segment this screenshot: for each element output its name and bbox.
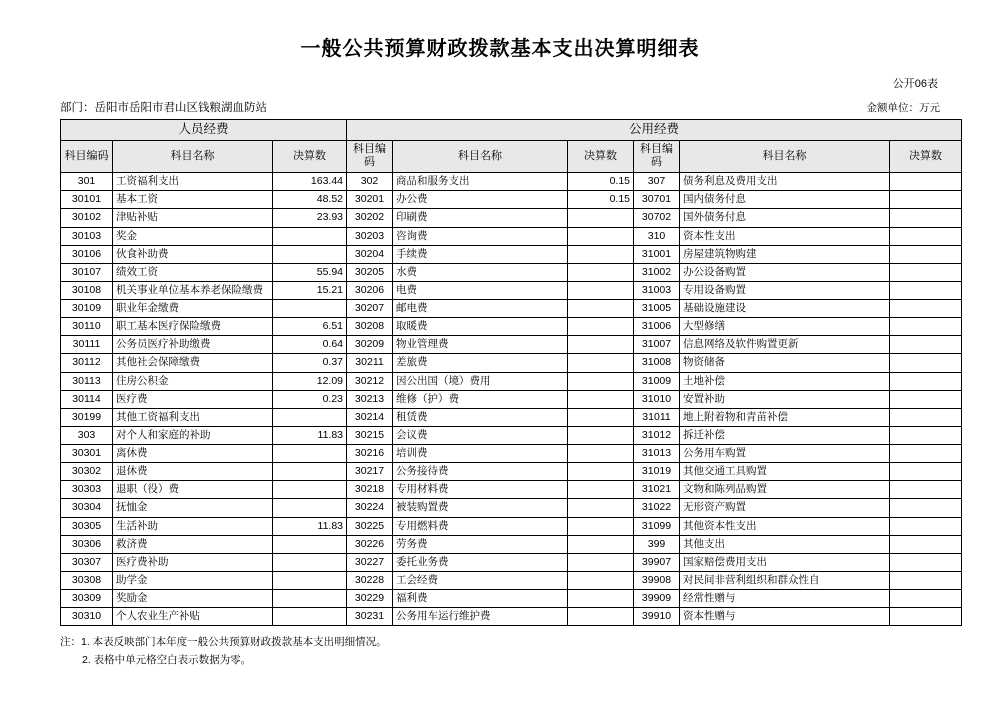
- cell-code-public: 30203: [347, 227, 393, 245]
- cell-amount-personnel: 0.37: [273, 354, 347, 372]
- cell-name-public: 公务接待费: [393, 463, 568, 481]
- cell-amount-personnel: [273, 463, 347, 481]
- col-header-amount-3: 决算数: [890, 140, 962, 173]
- cell-amount-personnel: [273, 590, 347, 608]
- cell-amount-other: [890, 608, 962, 626]
- department-label: 部门：岳阳市岳阳市君山区钱粮湖血防站: [60, 102, 267, 114]
- cell-code-other: 31022: [634, 499, 680, 517]
- cell-code-other: 31007: [634, 336, 680, 354]
- cell-code-other: 30701: [634, 191, 680, 209]
- cell-amount-personnel: [273, 535, 347, 553]
- cell-code-other: 31001: [634, 245, 680, 263]
- cell-code-public: 30206: [347, 281, 393, 299]
- cell-code-other: 39908: [634, 571, 680, 589]
- cell-amount-personnel: [273, 408, 347, 426]
- cell-amount-public: [568, 336, 634, 354]
- cell-name-public: 被装购置费: [393, 499, 568, 517]
- cell-name-public: 维修（护）费: [393, 390, 568, 408]
- cell-amount-public: [568, 553, 634, 571]
- cell-code-other: 31019: [634, 463, 680, 481]
- cell-name-personnel: 津贴补贴: [113, 209, 273, 227]
- cell-amount-public: [568, 354, 634, 372]
- cell-code-other: 399: [634, 535, 680, 553]
- cell-amount-other: [890, 372, 962, 390]
- cell-name-other: 物资储备: [680, 354, 890, 372]
- cell-code-personnel: 30111: [61, 336, 113, 354]
- table-row: [61, 336, 962, 354]
- cell-amount-public: [568, 517, 634, 535]
- cell-amount-personnel: 0.23: [273, 390, 347, 408]
- cell-amount-personnel: 23.93: [273, 209, 347, 227]
- table-row: [61, 318, 962, 336]
- cell-amount-personnel: [273, 571, 347, 589]
- cell-code-personnel: 303: [61, 426, 113, 444]
- cell-name-personnel: 抚恤金: [113, 499, 273, 517]
- cell-amount-other: [890, 354, 962, 372]
- meta-row: [60, 99, 940, 115]
- cell-code-personnel: 30113: [61, 372, 113, 390]
- cell-code-other: 30702: [634, 209, 680, 227]
- cell-amount-public: 0.15: [568, 173, 634, 191]
- cell-code-other: 31005: [634, 300, 680, 318]
- cell-amount-other: [890, 535, 962, 553]
- table-row: [61, 281, 962, 299]
- cell-code-personnel: 30103: [61, 227, 113, 245]
- cell-code-other: 39910: [634, 608, 680, 626]
- cell-amount-personnel: [273, 245, 347, 263]
- cell-code-public: 30205: [347, 263, 393, 281]
- cell-code-public: 30225: [347, 517, 393, 535]
- col-header-name-1: 科目名称: [113, 140, 273, 173]
- cell-amount-other: [890, 408, 962, 426]
- cell-amount-public: [568, 499, 634, 517]
- cell-amount-other: [890, 463, 962, 481]
- cell-amount-public: [568, 481, 634, 499]
- cell-name-public: 因公出国（境）费用: [393, 372, 568, 390]
- cell-code-personnel: 30308: [61, 571, 113, 589]
- table-row: [61, 463, 962, 481]
- cell-name-public: 水费: [393, 263, 568, 281]
- cell-amount-public: [568, 209, 634, 227]
- table-row: [61, 517, 962, 535]
- cell-amount-public: [568, 372, 634, 390]
- cell-name-personnel: 救济费: [113, 535, 273, 553]
- cell-code-personnel: 30101: [61, 191, 113, 209]
- table-row: [61, 481, 962, 499]
- cell-amount-other: [890, 173, 962, 191]
- cell-amount-other: [890, 445, 962, 463]
- cell-code-other: 31013: [634, 445, 680, 463]
- cell-code-public: 30216: [347, 445, 393, 463]
- cell-code-other: 31011: [634, 408, 680, 426]
- cell-code-public: 30209: [347, 336, 393, 354]
- table-row: [61, 173, 962, 191]
- cell-code-personnel: 30307: [61, 553, 113, 571]
- cell-name-other: 信息网络及软件购置更新: [680, 336, 890, 354]
- cell-code-personnel: 30301: [61, 445, 113, 463]
- cell-amount-public: [568, 300, 634, 318]
- table-row: [61, 608, 962, 626]
- cell-name-personnel: 伙食补助费: [113, 245, 273, 263]
- cell-name-public: 专用燃料费: [393, 517, 568, 535]
- cell-amount-public: [568, 227, 634, 245]
- cell-code-public: 30207: [347, 300, 393, 318]
- cell-amount-personnel: [273, 499, 347, 517]
- cell-name-personnel: 奖金: [113, 227, 273, 245]
- cell-amount-personnel: 0.64: [273, 336, 347, 354]
- cell-code-public: 30215: [347, 426, 393, 444]
- cell-name-personnel: 机关事业单位基本养老保险缴费: [113, 281, 273, 299]
- cell-name-other: 国内债务付息: [680, 191, 890, 209]
- cell-name-other: 大型修缮: [680, 318, 890, 336]
- col-header-code-1: 科目编码: [61, 140, 113, 173]
- cell-code-personnel: 30114: [61, 390, 113, 408]
- cell-amount-other: [890, 300, 962, 318]
- cell-code-personnel: 30108: [61, 281, 113, 299]
- cell-code-other: 31021: [634, 481, 680, 499]
- cell-amount-other: [890, 590, 962, 608]
- cell-name-public: 专用材料费: [393, 481, 568, 499]
- cell-code-personnel: 30112: [61, 354, 113, 372]
- cell-amount-other: [890, 517, 962, 535]
- cell-code-public: 30211: [347, 354, 393, 372]
- cell-amount-public: 0.15: [568, 191, 634, 209]
- cell-amount-other: [890, 336, 962, 354]
- budget-detail-table: [60, 119, 962, 626]
- cell-name-other: 经常性赠与: [680, 590, 890, 608]
- cell-code-personnel: 30305: [61, 517, 113, 535]
- table-row: [61, 227, 962, 245]
- cell-code-public: 30204: [347, 245, 393, 263]
- cell-name-public: 商品和服务支出: [393, 173, 568, 191]
- cell-name-personnel: 职业年金缴费: [113, 300, 273, 318]
- cell-name-other: 办公设备购置: [680, 263, 890, 281]
- cell-code-other: 307: [634, 173, 680, 191]
- cell-amount-other: [890, 499, 962, 517]
- cell-name-personnel: 生活补助: [113, 517, 273, 535]
- table-row: [61, 535, 962, 553]
- cell-name-personnel: 职工基本医疗保险缴费: [113, 318, 273, 336]
- cell-amount-personnel: [273, 445, 347, 463]
- cell-amount-other: [890, 571, 962, 589]
- note-line-1: 注：1. 本表反映部门本年度一般公共预算财政拨款基本支出明细情况。: [60, 636, 387, 649]
- cell-amount-other: [890, 209, 962, 227]
- cell-name-other: 资本性赠与: [680, 608, 890, 626]
- cell-amount-public: [568, 571, 634, 589]
- cell-name-public: 工会经费: [393, 571, 568, 589]
- cell-name-public: 委托业务费: [393, 553, 568, 571]
- page-title: 一般公共预算财政拨款基本支出决算明细表: [300, 36, 700, 60]
- cell-amount-public: [568, 426, 634, 444]
- cell-name-other: 对民间非营利组织和群众性自: [680, 571, 890, 589]
- cell-name-other: 无形资产购置: [680, 499, 890, 517]
- cell-code-other: 31008: [634, 354, 680, 372]
- table-row: [61, 209, 962, 227]
- cell-name-other: 公务用车购置: [680, 445, 890, 463]
- cell-code-other: 31099: [634, 517, 680, 535]
- cell-amount-public: [568, 445, 634, 463]
- cell-amount-personnel: 163.44: [273, 173, 347, 191]
- cell-code-public: 30212: [347, 372, 393, 390]
- cell-amount-other: [890, 245, 962, 263]
- cell-code-personnel: 30102: [61, 209, 113, 227]
- cell-code-public: 30217: [347, 463, 393, 481]
- cell-amount-personnel: 6.51: [273, 318, 347, 336]
- cell-code-other: 31010: [634, 390, 680, 408]
- cell-amount-public: [568, 245, 634, 263]
- cell-code-public: 30231: [347, 608, 393, 626]
- cell-code-other: 31003: [634, 281, 680, 299]
- cell-name-other: 地上附着物和青苗补偿: [680, 408, 890, 426]
- cell-amount-personnel: 11.83: [273, 517, 347, 535]
- cell-code-personnel: 30107: [61, 263, 113, 281]
- cell-name-personnel: 住房公积金: [113, 372, 273, 390]
- cell-name-other: 土地补偿: [680, 372, 890, 390]
- cell-name-other: 其他资本性支出: [680, 517, 890, 535]
- cell-code-personnel: 30304: [61, 499, 113, 517]
- cell-code-other: 31006: [634, 318, 680, 336]
- cell-code-public: 30213: [347, 390, 393, 408]
- cell-name-other: 国家赔偿费用支出: [680, 553, 890, 571]
- cell-amount-personnel: 48.52: [273, 191, 347, 209]
- cell-name-other: 专用设备购置: [680, 281, 890, 299]
- table-body: [61, 173, 962, 626]
- cell-name-public: 差旅费: [393, 354, 568, 372]
- col-header-code-3: 科目编码: [634, 140, 680, 173]
- table-row: [61, 445, 962, 463]
- cell-amount-personnel: [273, 227, 347, 245]
- cell-code-personnel: 30306: [61, 535, 113, 553]
- cell-code-public: 30229: [347, 590, 393, 608]
- cell-code-public: 30226: [347, 535, 393, 553]
- cell-name-public: 公务用车运行维护费: [393, 608, 568, 626]
- table-row: [61, 499, 962, 517]
- cell-amount-other: [890, 390, 962, 408]
- cell-amount-other: [890, 191, 962, 209]
- cell-name-public: 办公费: [393, 191, 568, 209]
- cell-code-other: 39907: [634, 553, 680, 571]
- cell-name-personnel: 绩效工资: [113, 263, 273, 281]
- cell-amount-public: [568, 590, 634, 608]
- cell-name-other: 基础设施建设: [680, 300, 890, 318]
- cell-code-personnel: 30199: [61, 408, 113, 426]
- cell-amount-other: [890, 481, 962, 499]
- group-header-public: 公用经费: [347, 120, 962, 141]
- table-row: [61, 571, 962, 589]
- cell-code-personnel: 30109: [61, 300, 113, 318]
- cell-amount-personnel: 55.94: [273, 263, 347, 281]
- public-table-number: 公开06表: [892, 78, 938, 90]
- cell-name-other: 资本性支出: [680, 227, 890, 245]
- col-header-name-3: 科目名称: [680, 140, 890, 173]
- col-header-name-2: 科目名称: [393, 140, 568, 173]
- note-line-2: 2. 表格中单元格空白表示数据为零。: [82, 654, 252, 667]
- cell-name-other: 债务利息及费用支出: [680, 173, 890, 191]
- cell-code-personnel: 30110: [61, 318, 113, 336]
- group-header-personnel: 人员经费: [61, 120, 347, 141]
- cell-amount-public: [568, 408, 634, 426]
- cell-name-public: 邮电费: [393, 300, 568, 318]
- cell-name-public: 租赁费: [393, 408, 568, 426]
- cell-name-other: 拆迁补偿: [680, 426, 890, 444]
- cell-name-personnel: 其他社会保障缴费: [113, 354, 273, 372]
- cell-amount-public: [568, 535, 634, 553]
- cell-code-public: 30202: [347, 209, 393, 227]
- table-row: [61, 354, 962, 372]
- cell-amount-public: [568, 390, 634, 408]
- table-notes: [60, 634, 940, 670]
- cell-code-public: 30228: [347, 571, 393, 589]
- cell-code-personnel: 30303: [61, 481, 113, 499]
- cell-code-public: 30218: [347, 481, 393, 499]
- cell-name-public: 会议费: [393, 426, 568, 444]
- cell-name-public: 培训费: [393, 445, 568, 463]
- cell-name-personnel: 退职（役）费: [113, 481, 273, 499]
- cell-name-personnel: 个人农业生产补贴: [113, 608, 273, 626]
- cell-name-personnel: 奖励金: [113, 590, 273, 608]
- cell-code-other: 31012: [634, 426, 680, 444]
- cell-code-public: 30208: [347, 318, 393, 336]
- table-row: [61, 191, 962, 209]
- col-header-amount-1: 决算数: [273, 140, 347, 173]
- cell-name-other: 安置补助: [680, 390, 890, 408]
- cell-amount-personnel: [273, 300, 347, 318]
- cell-amount-public: [568, 318, 634, 336]
- cell-code-public: 30227: [347, 553, 393, 571]
- cell-code-public: 302: [347, 173, 393, 191]
- cell-name-personnel: 离休费: [113, 445, 273, 463]
- cell-name-personnel: 基本工资: [113, 191, 273, 209]
- cell-code-other: 31002: [634, 263, 680, 281]
- cell-name-personnel: 医疗费补助: [113, 553, 273, 571]
- table-row: [61, 408, 962, 426]
- cell-name-personnel: 其他工资福利支出: [113, 408, 273, 426]
- cell-name-other: 其他交通工具购置: [680, 463, 890, 481]
- cell-code-personnel: 30106: [61, 245, 113, 263]
- cell-code-personnel: 30302: [61, 463, 113, 481]
- table-row: [61, 300, 962, 318]
- cell-name-personnel: 助学金: [113, 571, 273, 589]
- cell-amount-personnel: [273, 553, 347, 571]
- table-row: [61, 426, 962, 444]
- cell-name-public: 取暖费: [393, 318, 568, 336]
- cell-name-other: 文物和陈列品购置: [680, 481, 890, 499]
- col-header-amount-2: 决算数: [568, 140, 634, 173]
- amount-unit-label: 金额单位：万元: [866, 102, 940, 114]
- cell-code-public: 30201: [347, 191, 393, 209]
- cell-name-personnel: 医疗费: [113, 390, 273, 408]
- table-row: [61, 263, 962, 281]
- cell-code-personnel: 30309: [61, 590, 113, 608]
- cell-amount-personnel: 15.21: [273, 281, 347, 299]
- cell-name-personnel: 公务员医疗补助缴费: [113, 336, 273, 354]
- table-row: [61, 390, 962, 408]
- table-row: [61, 372, 962, 390]
- cell-name-public: 咨询费: [393, 227, 568, 245]
- cell-amount-public: [568, 463, 634, 481]
- cell-code-other: 39909: [634, 590, 680, 608]
- cell-name-public: 福利费: [393, 590, 568, 608]
- cell-amount-personnel: 12.09: [273, 372, 347, 390]
- table-header: [61, 120, 962, 173]
- cell-name-public: 劳务费: [393, 535, 568, 553]
- cell-amount-public: [568, 608, 634, 626]
- cell-amount-personnel: [273, 608, 347, 626]
- cell-amount-other: [890, 263, 962, 281]
- cell-name-public: 手续费: [393, 245, 568, 263]
- cell-amount-personnel: [273, 481, 347, 499]
- cell-name-other: 国外债务付息: [680, 209, 890, 227]
- cell-amount-other: [890, 426, 962, 444]
- col-header-code-2: 科目编码: [347, 140, 393, 173]
- cell-name-personnel: 对个人和家庭的补助: [113, 426, 273, 444]
- cell-amount-public: [568, 281, 634, 299]
- cell-name-public: 物业管理费: [393, 336, 568, 354]
- table-row: [61, 553, 962, 571]
- cell-code-public: 30214: [347, 408, 393, 426]
- cell-code-other: 310: [634, 227, 680, 245]
- cell-code-personnel: 301: [61, 173, 113, 191]
- cell-name-other: 房屋建筑物购建: [680, 245, 890, 263]
- cell-name-other: 其他支出: [680, 535, 890, 553]
- table-row: [61, 245, 962, 263]
- cell-amount-other: [890, 318, 962, 336]
- cell-name-public: 电费: [393, 281, 568, 299]
- cell-name-personnel: 退休费: [113, 463, 273, 481]
- table-row: [61, 590, 962, 608]
- cell-code-personnel: 30310: [61, 608, 113, 626]
- cell-amount-public: [568, 263, 634, 281]
- cell-name-public: 印刷费: [393, 209, 568, 227]
- cell-code-other: 31009: [634, 372, 680, 390]
- cell-amount-other: [890, 553, 962, 571]
- cell-name-personnel: 工资福利支出: [113, 173, 273, 191]
- cell-amount-personnel: 11.83: [273, 426, 347, 444]
- cell-amount-other: [890, 281, 962, 299]
- cell-amount-other: [890, 227, 962, 245]
- cell-code-public: 30224: [347, 499, 393, 517]
